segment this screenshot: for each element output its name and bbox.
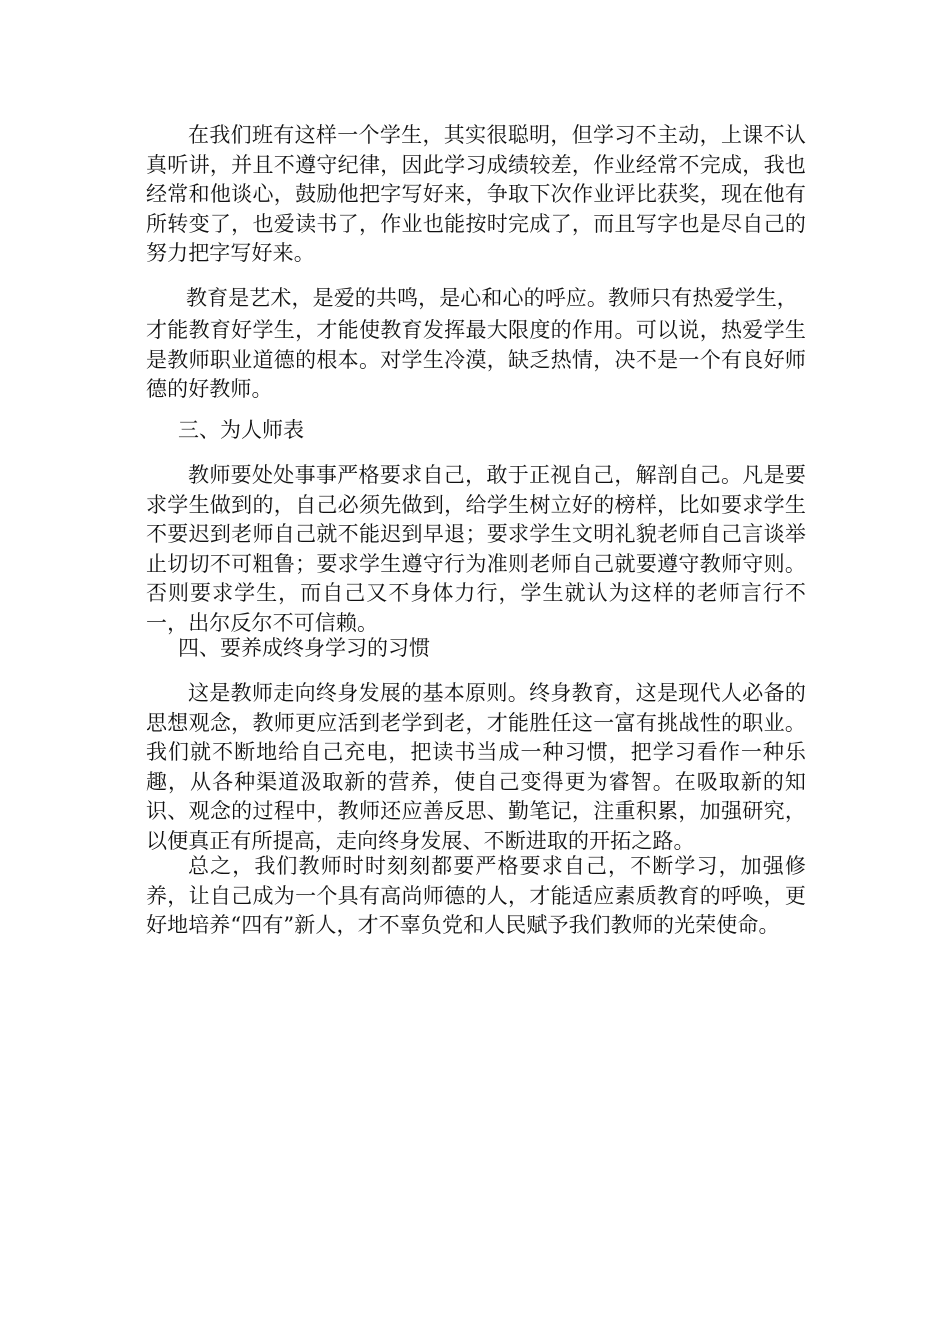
paragraph-role-model: 教师要处处事事严格要求自己，敢于正视自己，解剖自己。凡是要求学生做到的，自己必须先做到，给学生树立好的榜样，比如要求学生不要迟到老师自己就不能迟到早退；要求学生文明礼貌老师自己言谈举止切切不可粗鲁；要求学生遵守行为准则老师自己就要遵守教师守则。否则要求学生，而自己又不身体力行，学生就认为这样的老师言行不一，出尔反尔不可信赖。: [146, 463, 806, 635]
paragraph-education-art-rest: 才能教育好学生，才能使教育发挥最大限度的作用。可以说，热爱学生是教师职业道德的根本。对学生冷漠，缺乏热情，决不是一个有良好师德的好教师。: [146, 318, 806, 401]
section-heading-4: 四、要养成终身学习的习惯: [178, 636, 430, 660]
paragraph-education-art-first-line: 教育是艺术，是爱的共鸣，是心和心的呼应。教师只有热爱学生，: [186, 286, 798, 310]
paragraph-conclusion: 总之，我们教师时时刻刻都要严格要求自己，不断学习，加强修养，让自己成为一个具有高尚师德的人，才能适应素质教育的呼唤，更好地培养“四有”新人，才不辜负党和人民赋予我们教师的光荣使命。: [146, 854, 806, 937]
paragraph-student-example: 在我们班有这样一个学生，其实很聪明，但学习不主动，上课不认真听讲，并且不遵守纪律，因此学习成绩较差，作业经常不完成，我也经常和他谈心，鼓励他把字写好来，争取下次作业评比获奖，现在他有所转变了，也爱读书了，作业也能按时完成了，而且写字也是尽自己的努力把字写好来。: [146, 123, 806, 265]
paragraph-lifelong-learning: 这是教师走向终身发展的基本原则。终身教育，这是现代人必备的思想观念，教师更应活到老学到老，才能胜任这一富有挑战性的职业。我们就不断地给自己充电，把读书当成一种习惯，把学习看作一种乐趣，从各种渠道汲取新的营养，使自己变得更为睿智。在吸取新的知识、观念的过程中，教师还应善反思、勤笔记，注重积累，加强研究，以便真正有所提高，走向终身发展、不断进取的开拓之路。: [146, 681, 806, 853]
section-heading-3: 三、为人师表: [178, 418, 304, 442]
